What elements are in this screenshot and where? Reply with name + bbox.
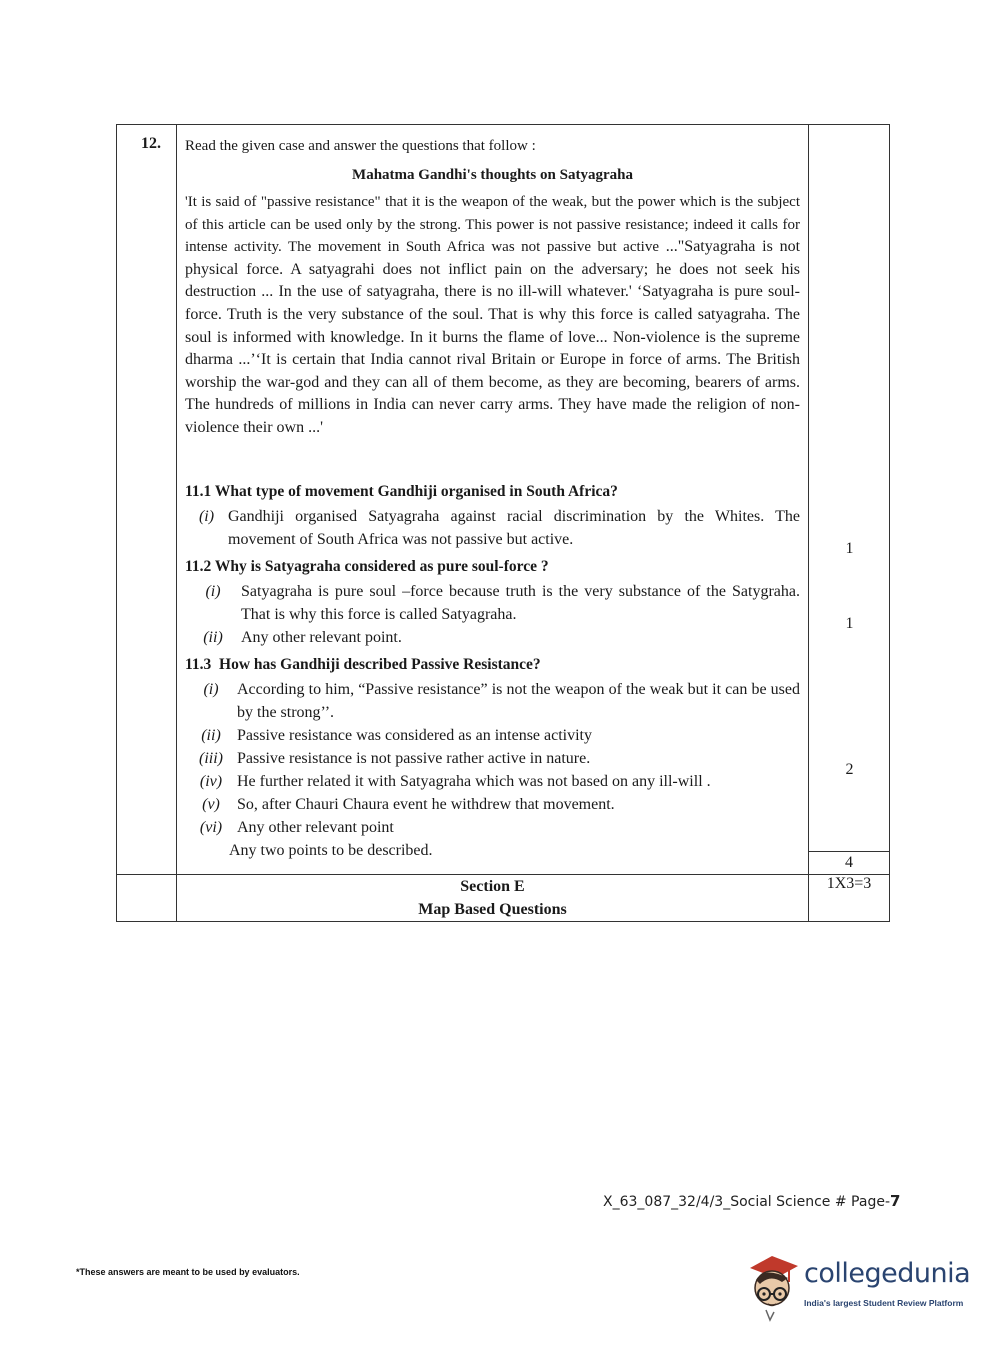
marks-cell	[809, 125, 890, 852]
question-intro: Read the given case and answer the questions that follow :	[185, 138, 536, 154]
answer-text: Any other relevant point.	[241, 628, 402, 646]
answer-label: (i)	[198, 507, 215, 525]
question-number-cell	[117, 125, 177, 875]
answer-text: Passive resistance is not passive rather active in nature.	[237, 749, 591, 767]
mascot-icon	[742, 1250, 804, 1325]
sub-question-3	[185, 653, 800, 676]
page-footer-code	[603, 1192, 900, 1210]
sub-question-3-number: 11.3	[185, 655, 212, 673]
answer-item	[185, 678, 800, 724]
answer-item	[185, 724, 800, 747]
answer-item	[185, 747, 800, 770]
answer-table	[116, 124, 890, 922]
answer-label: (vi)	[199, 818, 223, 836]
answer-text: So, after Chauri Chaura event he withdrew that movement.	[237, 795, 615, 813]
case-passage	[185, 191, 800, 440]
answer-item	[185, 816, 800, 839]
answer-item	[185, 793, 800, 816]
answer-item	[185, 505, 800, 551]
marks-sub-3: 2	[845, 761, 854, 778]
section-row	[117, 875, 890, 922]
case-title: Mahatma Gandhi's thoughts on Satyagraha	[352, 167, 633, 183]
answer-label: (ii)	[201, 726, 221, 744]
sub-question-1	[185, 480, 800, 503]
answer-text: He further related it with Satyagraha which was not based on any ill-will .	[237, 772, 711, 790]
case-passage-part-a: 'It is said of "passive resistance" that it is the weapon of the weak, but the power which is the subject of this article can be used only by the strong. This power is not passive resistance; indeed it calls for intense activity. The movement in South Africa was not passive but active	[185, 194, 800, 256]
sub-question-2-number: 11.2	[185, 557, 212, 575]
footer-code-text: X_63_087_32/4/3_Social Science # Page-	[603, 1194, 890, 1210]
case-passage-part-b: ..."Satyagraha is not physical force. A satyagrahi does not inflict pain on the adversary; he does not seek his destruction ... In the use of satyagraha, there is no ill-will whatever.' ‘Satyagraha is pure soul-force. Truth is the very substance of the soul. That is why this force is called satyagraha. The soul is informed with knowledge. In it burns the flame of love... Non-violence is the supreme dharma ...’‘It is certain that India cannot rival Britain or Europe in force of arms. The British worship the war-god and they can all of them become, as they are becoming, bearers of arms. The hundreds of millions in India can never carry arms. They have made the religion of non-violence their own ...'	[185, 238, 801, 436]
answer-label: (iii)	[199, 749, 223, 767]
sub-question-1-number: 11.1	[185, 482, 212, 500]
marks-sub-1: 1	[845, 540, 854, 557]
answer-text: Satyagraha is pure soul –force because truth is the very substance of the Satygraha. That is why this force is called Satyagraha.	[241, 582, 800, 623]
brand-logo	[742, 1250, 982, 1325]
section-number-cell	[117, 875, 177, 922]
marks-sub-2: 1	[845, 615, 854, 632]
answer-text: Gandhiji organised Satyagraha against racial discrimination by the Whites. The movement of South Africa was not passive but active.	[228, 507, 800, 548]
answer-label: (iv)	[199, 772, 223, 790]
answer-item	[185, 770, 800, 793]
brand-tagline: India's largest Student Review Platform	[804, 1298, 964, 1308]
sub-question-3-text: How has Gandhiji described Passive Resistance?	[219, 655, 541, 673]
section-heading	[177, 875, 809, 922]
page-number: 7	[890, 1192, 901, 1210]
answer-text: Passive resistance was considered as an intense activity	[237, 726, 592, 744]
sub-question-2	[185, 555, 800, 578]
section-marks: 1X3=3	[809, 875, 890, 922]
answer-item	[185, 580, 800, 626]
answer-text: Any other relevant point	[237, 818, 394, 836]
answer-item	[185, 626, 800, 649]
brand-name: collegedunia	[804, 1258, 971, 1289]
answer-text: According to him, “Passive resistance” is not the weapon of the weak but it can be used by the strong’’.	[237, 680, 800, 721]
total-marks: 4	[809, 852, 890, 875]
sub-question-2-text: Why is Satyagraha considered as pure soul-force ?	[214, 557, 549, 575]
sub-question-1-text: What type of movement Gandhiji organised in South Africa?	[214, 482, 618, 500]
answer-label: (i)	[205, 582, 221, 600]
answer-label: (i)	[203, 680, 219, 698]
answer-label: (ii)	[203, 628, 223, 646]
answer-label: (v)	[202, 795, 220, 813]
section-title: Section E	[460, 878, 525, 895]
question-row	[117, 125, 890, 852]
answer-note: Any two points to be described.	[229, 841, 433, 859]
evaluator-note: *These answers are meant to be used by evaluators.	[76, 1267, 300, 1277]
question-number: 12.	[141, 135, 161, 152]
section-subtitle: Map Based Questions	[418, 901, 567, 918]
question-content-cell	[177, 125, 809, 875]
